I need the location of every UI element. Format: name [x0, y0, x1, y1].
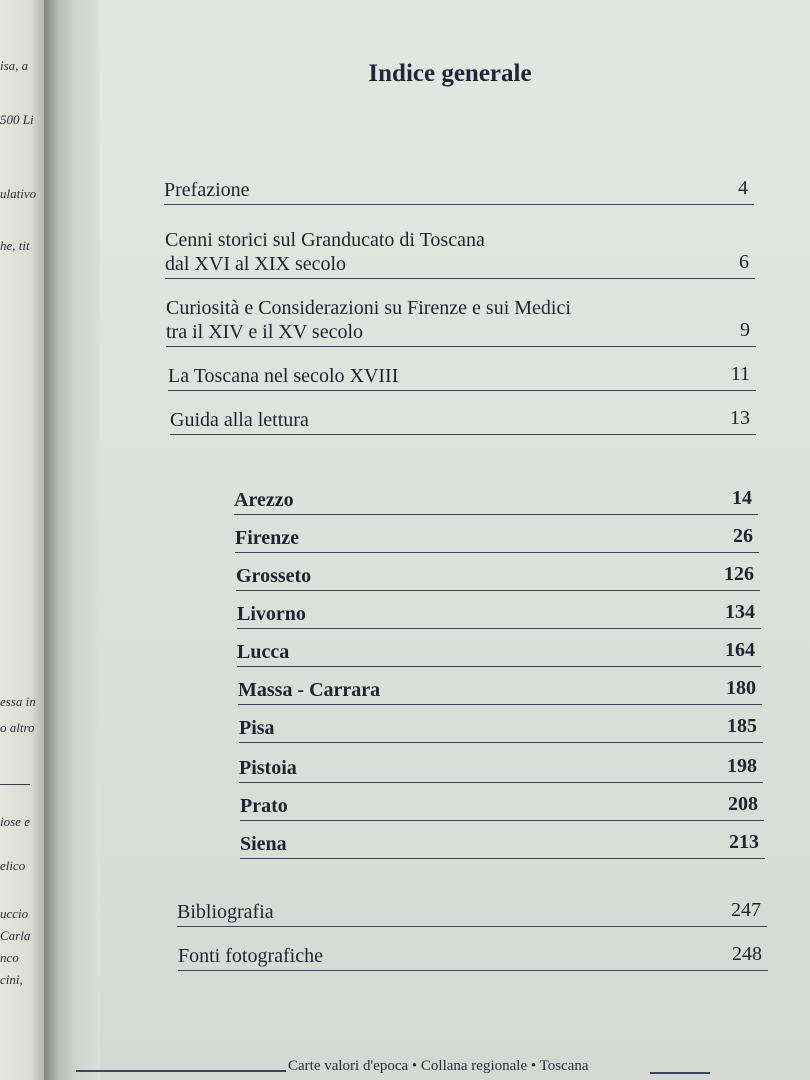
toc-entry-massa-carrara [238, 674, 762, 705]
facing-page-fragment: he, tit [0, 238, 30, 253]
toc-entry-label: La Toscana nel secolo XVIII [168, 365, 399, 387]
toc-entry-page: 198 [727, 755, 757, 777]
toc-entry-label: Lucca [237, 641, 290, 663]
toc-entry-livorno [237, 598, 761, 629]
footer-rule-left [76, 1070, 286, 1072]
toc-entry-page: 164 [725, 639, 755, 661]
index-page [100, 0, 810, 1080]
toc-entry-prato [240, 790, 764, 821]
facing-page-fragment: Carla [0, 928, 31, 943]
toc-entry-fonti-fotografiche [178, 940, 768, 971]
toc-entry-pistoia [239, 752, 763, 783]
toc-entry-page: 26 [733, 525, 753, 547]
toc-entry-label: Grosseto [236, 565, 312, 587]
toc-entry-curiosita [166, 294, 756, 347]
toc-entry-label: Arezzo [234, 489, 294, 511]
toc-entry-page: 213 [729, 831, 759, 853]
toc-entry-prefazione [164, 176, 754, 205]
toc-entry-siena [240, 828, 765, 859]
toc-entry-page: 247 [731, 899, 761, 921]
toc-entry-page: 4 [738, 177, 748, 199]
facing-page-fragment: uccio [0, 906, 29, 921]
toc-entry-firenze [235, 522, 759, 553]
toc-entry-page: 134 [725, 601, 755, 623]
toc-entry-page: 9 [740, 319, 750, 341]
toc-entry-label: Siena [240, 833, 287, 855]
toc-entry-label: Bibliografia [177, 901, 274, 923]
facing-page-fragment: nco [0, 950, 19, 965]
toc-entry-label: Guida alla lettura [170, 409, 309, 431]
facing-page-fragment: essa in [0, 694, 36, 709]
facing-page-fragment: o altro [0, 720, 35, 735]
toc-entry-bibliografia [177, 896, 767, 927]
facing-page-fragment: cini, [0, 972, 23, 987]
toc-entry-page: 11 [730, 363, 750, 385]
toc-entry-lucca [237, 636, 761, 667]
toc-entry-label-line-1: Curiosità e Considerazioni su Firenze e sui Medici [166, 297, 571, 319]
toc-entry-label: Livorno [237, 603, 306, 625]
toc-entry-toscana-xviii [168, 362, 756, 391]
toc-entry-guida-lettura [170, 406, 756, 435]
toc-entry-label-line-2: dal XVI al XIX secolo [165, 253, 347, 275]
book-gutter [44, 0, 100, 1080]
toc-entry-label-line-2: tra il XIV e il XV secolo [166, 321, 364, 343]
facing-page-fragment: 500 Li [0, 112, 34, 127]
toc-entry-label-line-1: Cenni storici sul Granducato di Toscana [165, 229, 485, 251]
toc-entry-page: 14 [732, 487, 752, 509]
toc-entry-page: 126 [724, 563, 754, 585]
toc-entry-label: Prefazione [164, 179, 250, 201]
toc-entry-page: 248 [732, 943, 762, 965]
page-footer [76, 1058, 676, 1080]
footer-rule-right [650, 1072, 710, 1074]
facing-page-fragment: iose e [0, 814, 30, 829]
toc-entry-cenni-storici [165, 226, 755, 279]
toc-entry-pisa [239, 712, 763, 743]
facing-page [0, 0, 44, 1080]
toc-entry-page: 13 [730, 407, 750, 429]
toc-entry-label: Pistoia [239, 757, 297, 779]
facing-page-fragment: ulativo [0, 186, 37, 201]
toc-entry-label: Firenze [235, 527, 300, 549]
facing-page-fragment: elico [0, 858, 26, 873]
facing-page-fragment: isa, a [0, 58, 29, 73]
toc-entry-page: 6 [739, 251, 749, 273]
toc-entry-label: Pisa [239, 717, 275, 739]
toc-entry-label: Fonti fotografiche [178, 945, 323, 967]
footer-series-title: Carte valori d'epoca • Collana regionale • Toscana [288, 1058, 589, 1074]
toc-entry-grosseto [236, 560, 760, 591]
toc-entry-page: 185 [727, 715, 757, 737]
facing-page-rule [0, 784, 30, 785]
toc-entry-page: 208 [728, 793, 758, 815]
toc-entry-arezzo [234, 484, 758, 515]
toc-entry-label: Massa - Carrara [238, 679, 381, 701]
toc-entry-label: Prato [240, 795, 288, 817]
toc-entry-page: 180 [726, 677, 756, 699]
page-title: Indice generale [368, 60, 532, 87]
